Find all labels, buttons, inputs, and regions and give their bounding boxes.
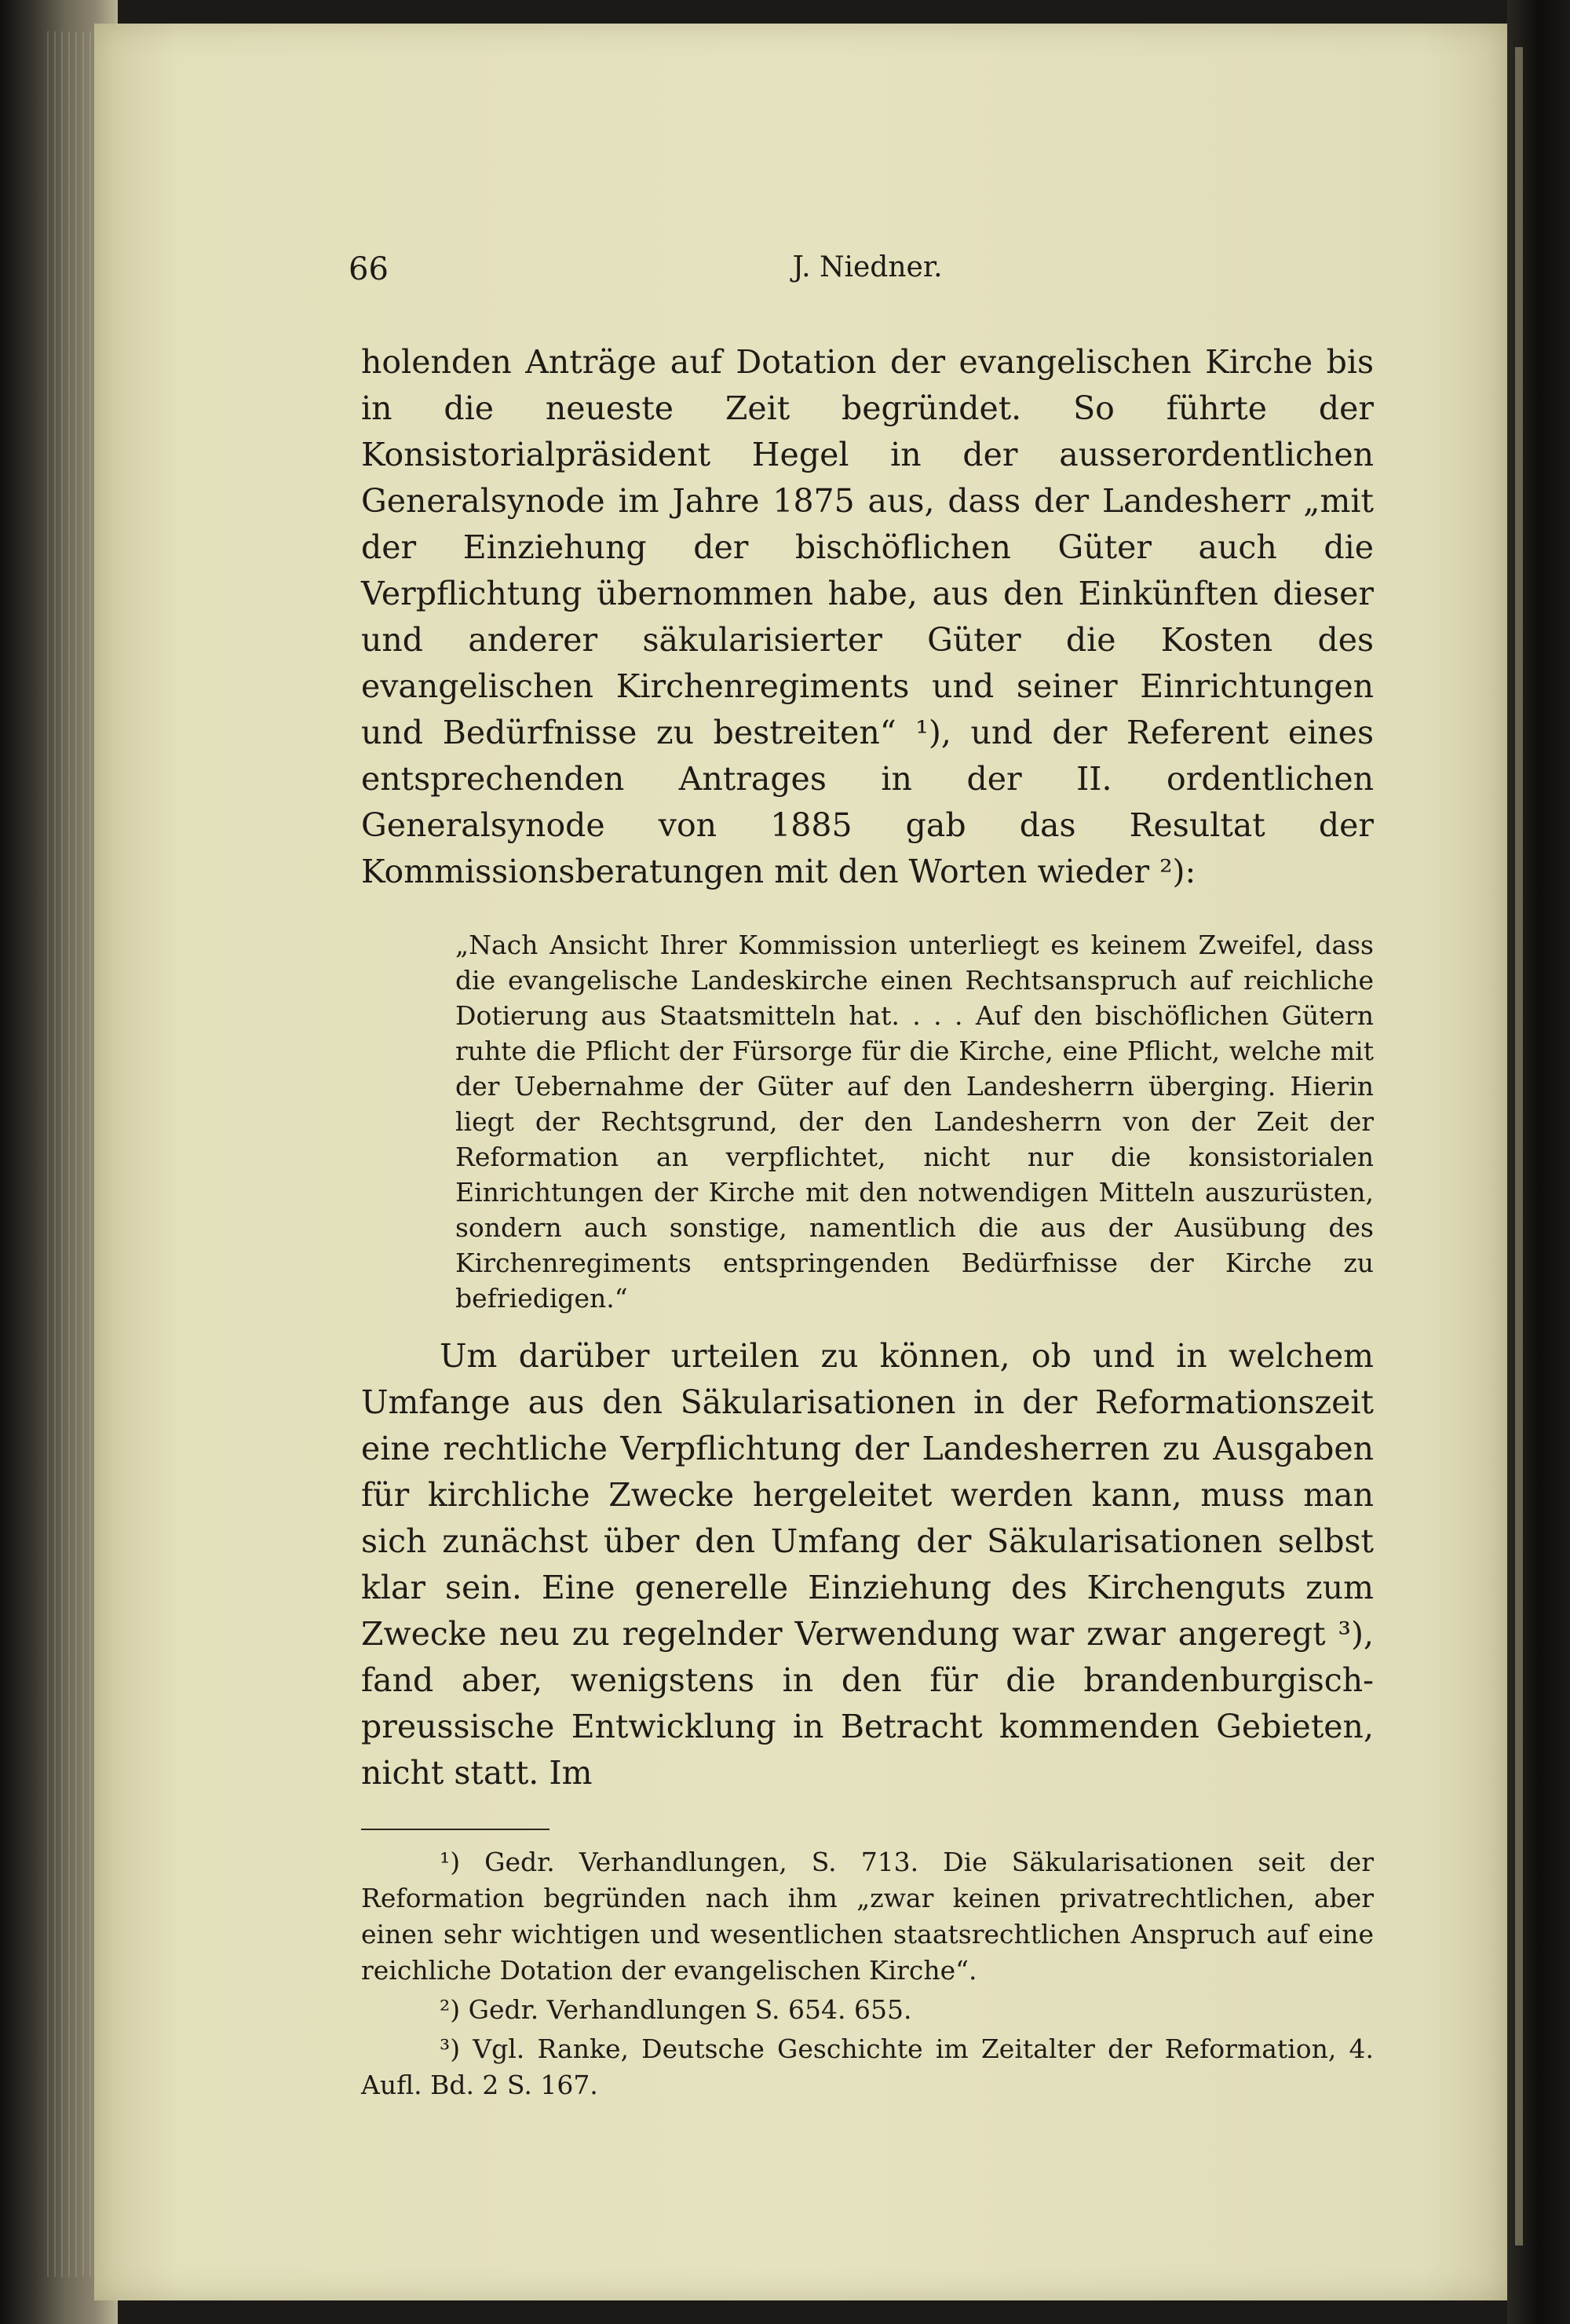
running-title: J. Niedner. [792,251,943,283]
block-quote: „Nach Ansicht Ihrer Kommission unterliegt es keinem Zweifel, dass die evangelische Landeskirche einen Rechtsanspruch auf reichliche Dotierung aus Staatsmitteln hat. . . . Auf den bischöflichen Gütern ruhte die Pflicht der Fürsorge für die Kirche, eine Pflicht, welche mit der Uebernahme der Güter auf den Landesherrn überging. Hierin liegt der Rechtsgrund, der den Landesherrn von der Zeit der Reformation an verpflichtet, nicht nur die konsistorialen Einrichtungen der Kirche mit den notwendigen Mitteln auszurüsten, sondern auch sonstige, namentlich die aus der Ausübung des Kirchenregiments entspringenden Bedürfnisse der Kirche zu befriedigen.“ [455,930,1374,1314]
footnote-separator [361,1829,550,1830]
running-head [349,251,1374,298]
footnote-2: ²) Gedr. Verhandlungen S. 654. 655. [440,1994,912,2025]
footnote-3: ³) Vgl. Ranke, Deutsche Geschichte im Zeitalter der Reformation, 4. Aufl. Bd. 2 S. 167. [361,2034,1374,2100]
paragraph-1: holenden Anträge auf Dotation der evangelischen Kirche bis in die neueste Zeit begründet. So führte der Konsistorialpräsident Hegel in der ausserordentlichen Generalsynode im Jahre 1875 aus, dass der Landesherr „mit der Einziehung der bischöflichen Güter auch die Verpflichtung übernommen habe, aus den Einkünften dieser und anderer säkularisierter Güter die Kosten des evangelischen Kirchenregiments und seiner Einrichtungen und Bedürfnisse zu bestreiten“ ¹), und der Referent eines entsprechenden Antrages in der II. ordentlichen Generalsynode von 1885 gab das Resultat der Kommissionsberatungen mit den Worten wieder ²): [361,343,1374,890]
footnote-1: ¹) Gedr. Verhandlungen, S. 713. Die Säkularisationen seit der Reformation begründen nach ihm „zwar keinen privatrechtlichen, aber einen sehr wichtigen und wesentlichen staatsrechtlichen Anspruch auf eine reichliche Dotation der evangelischen Kirche“. [361,1847,1374,1986]
paragraph-2: Um darüber urteilen zu können, ob und in welchem Umfange aus den Säkularisationen in der Reformationszeit eine rechtliche Verpflichtung der Landesherren zu Ausgaben für kirchliche Zwecke hergeleitet werden kann, muss man sich zunächst über den Umfang der Säkularisationen selbst klar sein. Eine generelle Einziehung des Kirchenguts zum Zwecke neu zu regelnder Verwendung war zwar angeregt ³), fand aber, wenigstens in den für die brandenburgisch-preussische Entwicklung in Betracht kommenden Gebieten, nicht statt. Im [361,1337,1374,1792]
next-page-edge [1515,47,1523,2245]
footnotes [361,1844,1374,2103]
page-number: 66 [349,251,389,287]
page-content [349,251,1374,2103]
